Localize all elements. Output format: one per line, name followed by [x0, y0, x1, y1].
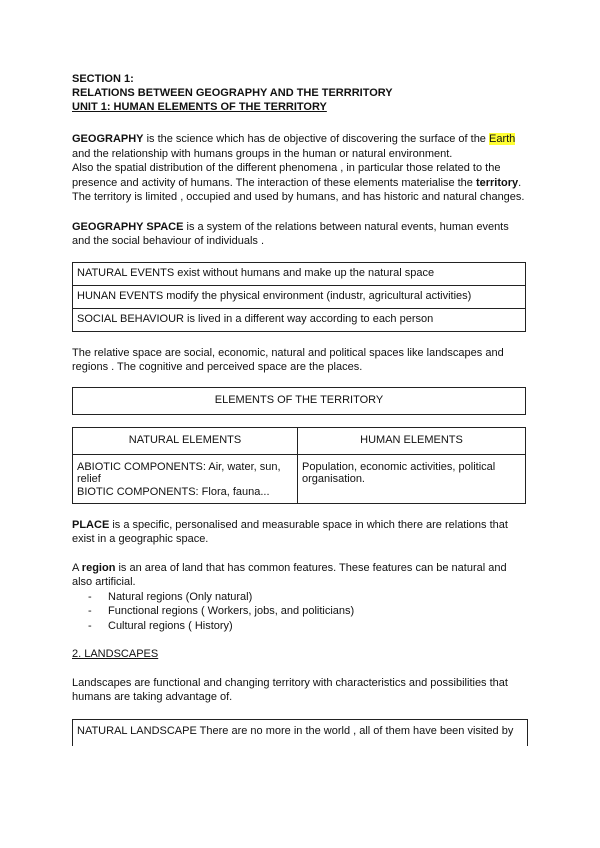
region-intro-b: is an area of land that has common features. These features can be natural and also artificial.: [72, 561, 507, 588]
place-text: is a specific, personalised and measurable space in which there are relations that exist in a geographic space.: [72, 518, 508, 545]
geography-space-term: GEOGRAPHY SPACE: [72, 220, 184, 233]
table-cell: NATURAL EVENTS exist without humans and make up the natural space: [73, 262, 526, 285]
territory-term: territory: [475, 176, 519, 189]
region-definition: [72, 561, 528, 590]
elements-table: [72, 427, 526, 504]
geography-space-text: is a system of the relations between natural events, human events and the social behaviour of individuals .: [72, 220, 509, 247]
table-row: [73, 308, 526, 331]
geography-text-c: Also the spatial distribution of the different phenomena , in particular those related to the presence and activity of humans. The interaction of these elements materialise the: [72, 162, 501, 189]
geography-text-d: . The territory is limited , occupied and used by humans, and has historic and natural changes.: [72, 176, 525, 203]
table-row: [73, 285, 526, 308]
table-row: [73, 262, 526, 285]
abiotic-components: ABIOTIC COMPONENTS: Air, water, sun, relief: [77, 460, 281, 485]
natural-landscape-box: NATURAL LANDSCAPE There are no more in the world , all of them have been visited by: [72, 719, 528, 746]
events-table: [72, 262, 526, 332]
geography-definition: [72, 132, 528, 205]
elements-title: ELEMENTS OF THE TERRITORY: [73, 387, 526, 414]
geography-term: GEOGRAPHY: [72, 133, 144, 145]
table-cell: SOCIAL BEHAVIOUR is lived in a different way according to each person: [73, 308, 526, 331]
human-elements-header: HUMAN ELEMENTS: [298, 427, 526, 454]
table-row: [73, 454, 526, 503]
landscapes-paragraph: Landscapes are functional and changing territory with characteristics and possibilities that humans are taking advantage of.: [72, 676, 508, 703]
natural-elements-header: NATURAL ELEMENTS: [73, 427, 298, 454]
section-heading: [72, 72, 528, 114]
place-term: PLACE: [72, 518, 110, 531]
geography-text-a: is the science which has de objective of discovering the surface of the: [143, 133, 489, 145]
elements-title-box: [72, 387, 526, 415]
natural-elements-cell: [73, 454, 298, 503]
list-item: - Cultural regions ( History): [88, 619, 528, 634]
region-term: region: [81, 561, 116, 574]
table-header-row: [73, 427, 526, 454]
human-elements-cell: Population, economic activities, political organisation.: [298, 454, 526, 503]
section-number: SECTION 1:: [72, 73, 134, 85]
geography-space-definition: [72, 220, 528, 249]
relative-space-paragraph: The relative space are social, economic, natural and political spaces like landscapes and regions . The cognitive and perceived space are the places.: [72, 346, 504, 373]
region-list: [72, 590, 528, 634]
landscapes-heading: 2. LANDSCAPES: [72, 648, 159, 660]
section-title: RELATIONS BETWEEN GEOGRAPHY AND THE TERRRITORY: [72, 87, 393, 99]
biotic-components: BIOTIC COMPONENTS: Flora, fauna...: [77, 485, 270, 498]
list-item: - Functional regions ( Workers, jobs, and politicians): [88, 604, 528, 619]
place-definition: [72, 518, 528, 547]
unit-title: UNIT 1: HUMAN ELEMENTS OF THE TERRITORY: [72, 101, 327, 113]
document-page: [72, 72, 528, 746]
list-item: - Natural regions (Only natural): [88, 590, 528, 605]
table-cell: HUNAN EVENTS modify the physical environment (industr, agricultural activities): [73, 285, 526, 308]
earth-highlight: Earth: [488, 133, 516, 145]
region-intro-a: A: [72, 561, 82, 574]
geography-text-b: and the relationship with humans groups in the human or natural environment.: [72, 147, 453, 160]
